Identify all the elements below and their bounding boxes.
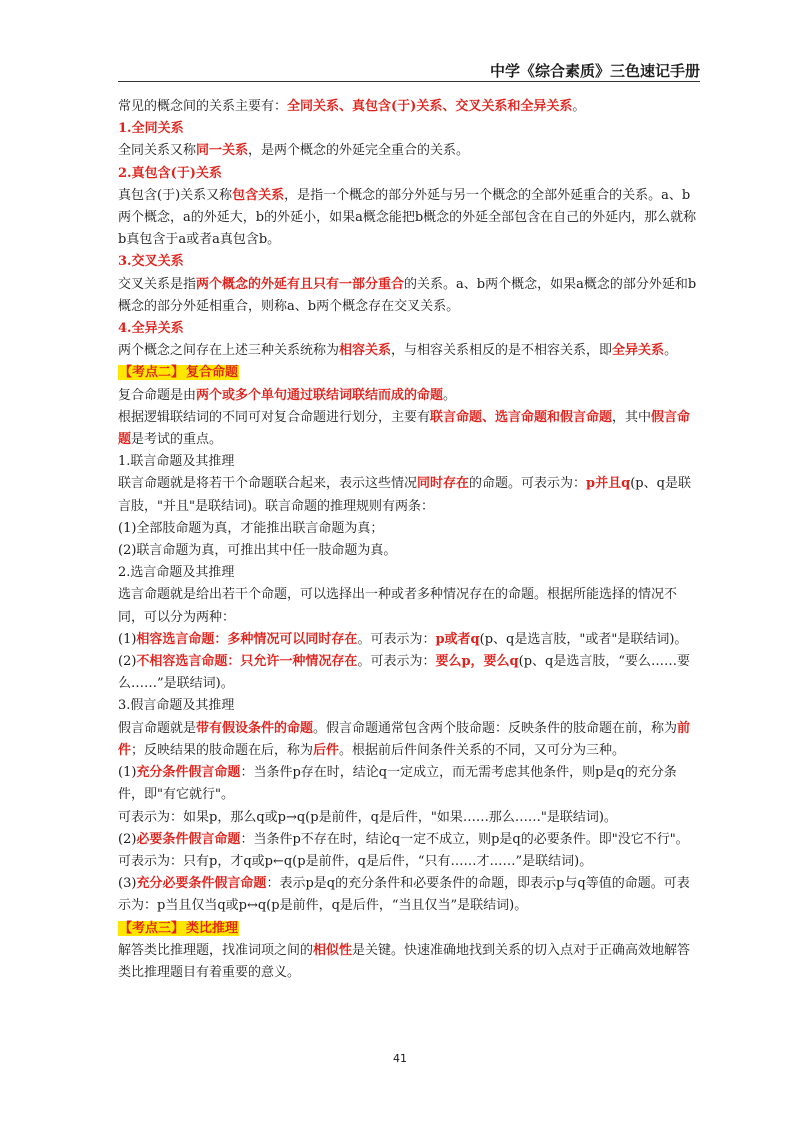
kaodian-2-heading: 【考点二】 复合命题 xyxy=(119,365,239,381)
rule-2: (2)联言命题为真，可推出其中任一肢命题为真。 xyxy=(118,543,397,559)
paragraph-conjunctive: 联言命题就是将若干个命题联合起来，表示这些情况同时存在的命题。可表示为：p并且q(p、q是联言肢，"并且"是联结词)。联言命题的推理规则有两条： xyxy=(118,476,691,514)
kaodian-3-heading: 【考点三】 类比推理 xyxy=(119,920,239,936)
paragraph-disjoint: 两个概念之间存在上述三种关系统称为相容关系，与相容关系相反的是不相容关系，即全异关系。 xyxy=(118,343,678,359)
paragraph-compound-classification: 根据逻辑联结词的不同可对复合命题进行划分，主要有联言命题、选言命题和假言命题，其中假言命题是考试的重点。 xyxy=(118,409,691,448)
paragraph-intersection: 交叉关系是指两个概念的外延有且只有一部分重合的关系。a、b两个概念，如果a概念的部分外延和b概念的部分外延相重合，则称a、b两个概念存在交叉关系。 xyxy=(118,276,697,314)
subheading-disjunctive: 2.选言命题及其推理 xyxy=(118,565,235,581)
page-header-title: 中学《综合素质》三色速记手册 xyxy=(489,62,700,80)
paragraph-sufficient-expression: 可表示为：如果p，那么q或p→q(p是前件，q是后件，"如果……那么……"是联结词)。 xyxy=(118,809,617,825)
paragraph-identity: 全同关系又称同一关系，是两个概念的外延完全重合的关系。 xyxy=(118,143,470,159)
subheading-hypothetical: 3.假言命题及其推理 xyxy=(118,698,235,714)
heading-disjoint-relation: 4.全异关系 xyxy=(118,321,184,337)
rule-1: (1)全部肢命题为真，才能推出联言命题为真； xyxy=(118,520,384,536)
paragraph-necessary-condition: (2)必要条件假言命题：当条件p不存在时，结论q一定不成立，则p是q的必要条件。即"没它不行"。可表示为：只有p，才q或p←q(p是前件，q是后件，“只有……才……”是联结词)。 xyxy=(118,831,689,869)
paragraph-incompatible-disjunctive: (2)不相容选言命题：只允许一种情况存在。可表示为：要么p，要么q(p、q是选言肢，“要么……要么……”是联结词)。 xyxy=(118,654,691,692)
document-body xyxy=(118,96,700,984)
heading-intersection-relation: 3.交叉关系 xyxy=(118,254,184,270)
page-number: 41 xyxy=(393,1052,407,1065)
paragraph-hypothetical: 假言命题就是带有假设条件的命题。假言命题通常包含两个肢命题：反映条件的肢命题在前，称为前件；反映结果的肢命题在后，称为后件。根据前后件间条件关系的不同，又可分为三种。 xyxy=(118,720,691,758)
paragraph-disjunctive: 选言命题就是给出若干个命题，可以选择出一种或者多种情况存在的命题。根据所能选择的情况不同，可以分为两种： xyxy=(118,587,678,625)
paragraph-compatible-disjunctive: (1)相容选言命题：多种情况可以同时存在。可表示为：p或者q(p、q是选言肢，"或者"是联结词)。 xyxy=(118,631,688,647)
intro-paragraph: 常见的概念间的关系主要有：全同关系、真包含(于)关系、交叉关系和全异关系。 xyxy=(118,99,586,114)
header-divider xyxy=(118,81,700,82)
heading-identity-relation: 1.全同关系 xyxy=(118,121,184,137)
paragraph-sufficient-necessary: (3)充分必要条件假言命题：表示p是q的充分条件和必要条件的命题，即表示p与q等值的命题。可表示为：p当且仅当q或p↔q(p是前件，q是后件，“当且仅当”是联结词)。 xyxy=(118,876,690,914)
paragraph-analogy: 解答类比推理题，找准词项之间的相似性是关键。快速准确地找到关系的切入点对于正确高效地解答类比推理题目有着重要的意义。 xyxy=(118,942,691,980)
paragraph-sufficient-condition: (1)充分条件假言命题：当条件p存在时，结论q一定成立，而无需考虑其他条件，则p是q的充分条件，即"有它就行"。 xyxy=(118,765,677,803)
paragraph-compound-definition: 复合命题是由两个或多个单句通过联结词联结而成的命题。 xyxy=(118,387,457,403)
heading-inclusion-relation: 2.真包含(于)关系 xyxy=(118,165,222,181)
subheading-conjunctive: 1.联言命题及其推理 xyxy=(118,454,235,470)
paragraph-inclusion: 真包含(于)关系又称包含关系，是指一个概念的部分外延与另一个概念的全部外延重合的关系。a、b两个概念，a的外延大，b的外延小，如果a概念能把b概念的外延全部包含在自己的外延内，那么就称b真包含于a或者a真包含b。 xyxy=(118,187,697,248)
